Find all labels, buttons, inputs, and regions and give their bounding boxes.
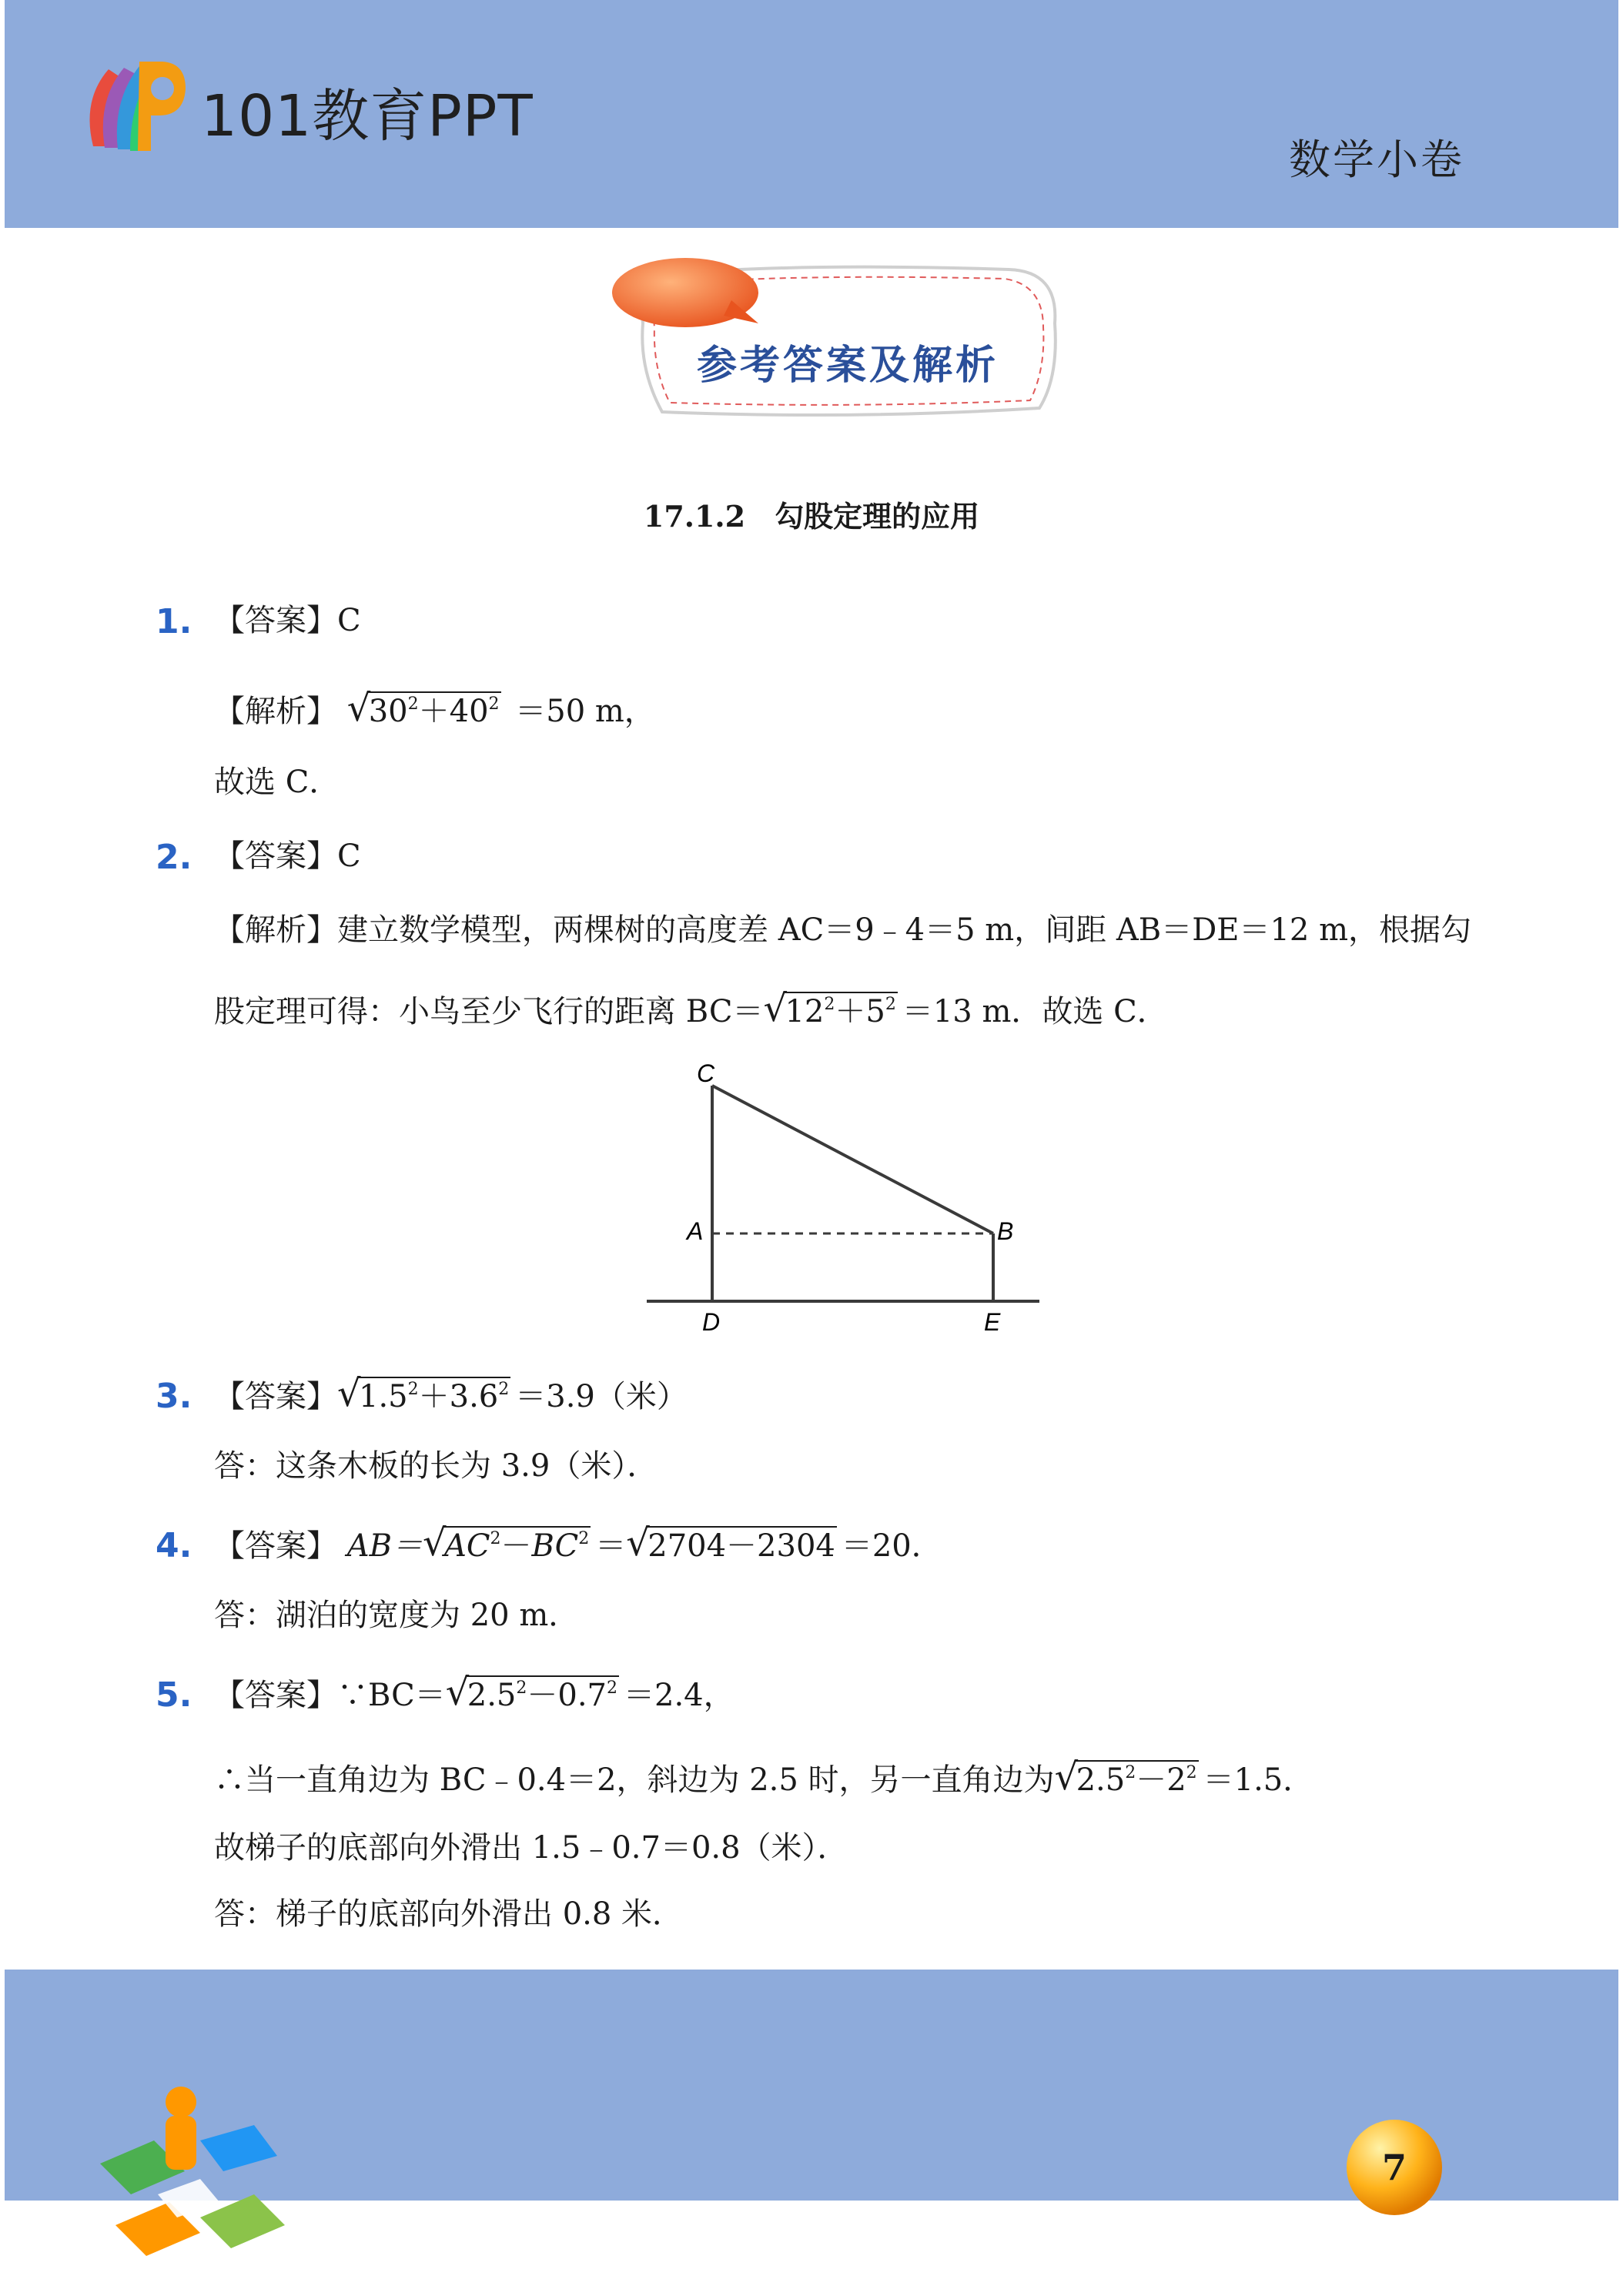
q1-answer: 【答案】C (214, 603, 361, 638)
q4-conclusion: 答：湖泊的宽度为 20 m． (214, 1598, 580, 1633)
sqrt-expression: √ $2.5^2-0.7^2$ (446, 1675, 619, 1714)
logo-text: 101教育PPT (201, 83, 534, 149)
q5-line2: ∴当一直角边为 BC﹣0.4＝2，斜边为 2.5 时，另一直角边为√ $2.5^2-2^2 =1.5$． (214, 1760, 1313, 1799)
question-number: 5. (156, 1675, 192, 1715)
tree-distance-diagram (631, 1055, 1062, 1340)
label-d: D (702, 1308, 721, 1336)
building-blocks-icon (85, 2071, 300, 2264)
label-e: E (984, 1308, 1001, 1336)
header-label: 数学小卷 (1289, 136, 1464, 184)
section-title: 17.1.2 勾股定理的应用 (643, 499, 980, 534)
q2-answer: 【答案】C (214, 838, 361, 874)
q5-answer: 【答案】∵BC＝√ $2.5^2-0.7^2 =2.4$， (214, 1675, 735, 1714)
question-number: 3. (156, 1377, 192, 1416)
label-c: C (697, 1059, 715, 1087)
question-number: 2. (156, 838, 192, 877)
101-logo-icon (78, 54, 186, 162)
hypotenuse-line (712, 1086, 993, 1233)
sqrt-expression: √ $1.5^2+3.6^2$ (337, 1377, 510, 1415)
q2-analysis-line1: 【解析】建立数学模型，两棵树的高度差 AC＝9﹣4＝5 m，间距 AB＝DE＝12 m，根据勾 (214, 912, 1472, 948)
sqrt-expression: √ $30^2+40^2$ (347, 691, 501, 730)
q1-analysis: 【解析】 √ $30^2+40^2 =50$ m， (214, 691, 655, 730)
page-number: 7 (1381, 2147, 1407, 2188)
sqrt-expression: √ $12^2+5^2$ (763, 992, 897, 1030)
sqrt-expression: √ $AC^2-BC^2$ (423, 1526, 591, 1565)
sqrt-expression: √ 2704－2304 (626, 1526, 837, 1565)
q5-line4: 答：梯子的底部向外滑出 0.8 米． (214, 1896, 684, 1932)
question-number: 1. (156, 602, 192, 641)
label-b: B (997, 1217, 1014, 1245)
q5-line3: 故梯子的底部向外滑出 1.5﹣0.7＝0.8（米）． (214, 1830, 848, 1866)
q1-conclusion: 故选 C． (214, 765, 340, 800)
q4-answer: 【答案】 AB＝√ $AC^2-BC^2$ ＝√ 2704－2304 ＝20． (214, 1526, 942, 1565)
q2-analysis-line2: 股定理可得：小鸟至少飞行的距离 BC＝√ $12^2+5^2 =13$ m．故选 C． (214, 992, 1168, 1030)
question-number: 4. (156, 1526, 192, 1565)
analysis-label: 【解析】 (214, 694, 337, 729)
answer-title: 参考答案及解析 (697, 343, 999, 389)
sqrt-expression: √ $2.5^2-2^2$ (1055, 1760, 1199, 1799)
q3-answer: 【答案】√ $1.5^2+3.6^2 =3.9$（米） (214, 1377, 688, 1415)
label-a: A (687, 1217, 704, 1245)
page-header (5, 0, 1618, 228)
q3-conclusion: 答：这条木板的长为 3.9（米）． (214, 1448, 658, 1484)
